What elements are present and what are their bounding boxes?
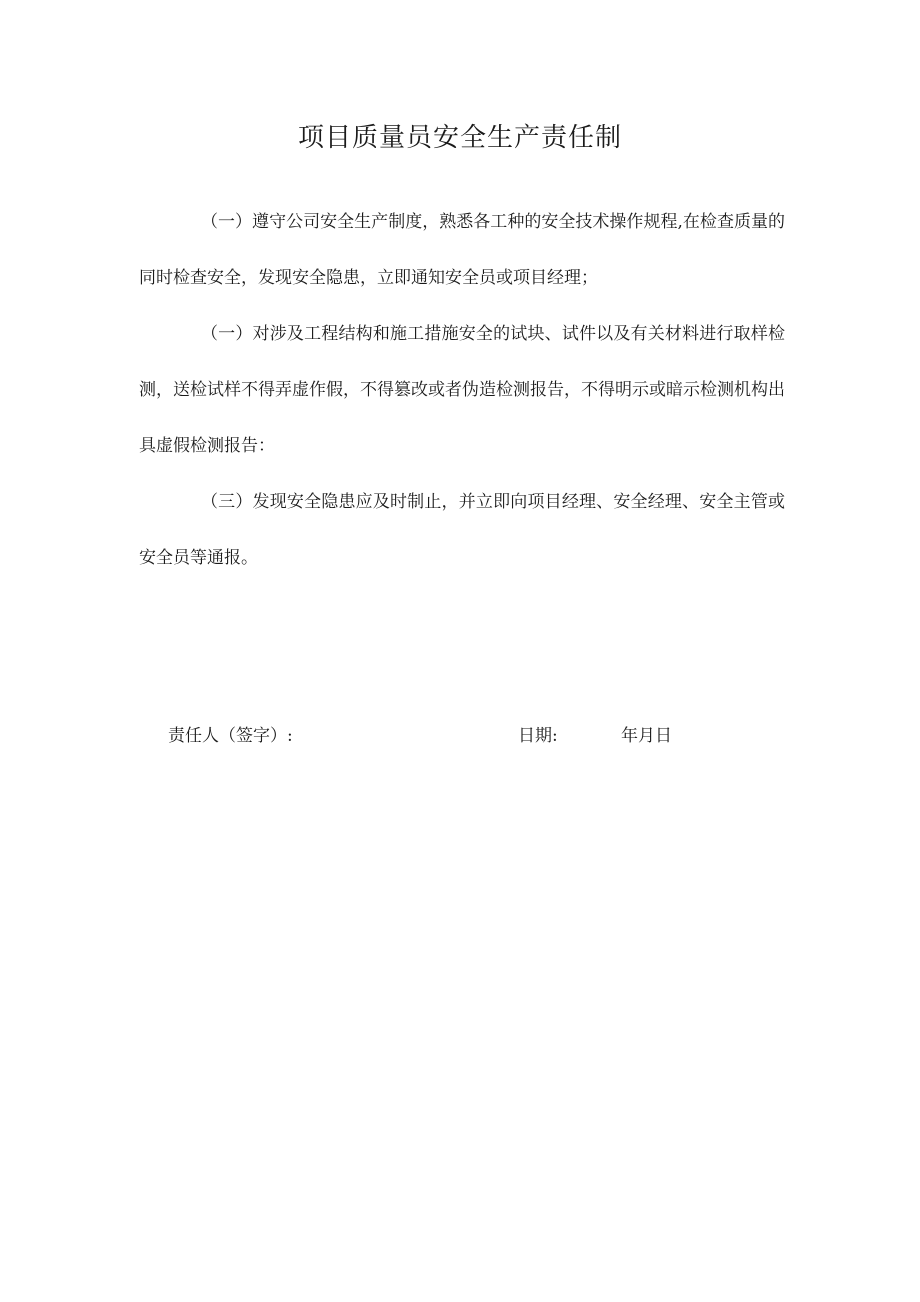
document-title: 项目质量员安全生产责任制 <box>297 123 622 153</box>
signature-row <box>0 712 920 760</box>
paragraph-3: （三）发现安全隐患应及时制止，并立即向项目经理、安全经理、安全主管或安全员等通报。 <box>139 492 785 568</box>
paragraph-1: （一）遵守公司安全生产制度，熟悉各工种的安全技术操作规程,在检查质量的同时检查安全，发现安全隐患，立即通知安全员或项目经理； <box>139 212 785 288</box>
document-body <box>139 194 785 586</box>
date-value: 年月日 <box>621 726 672 746</box>
paragraph-2: （一）对涉及工程结构和施工措施安全的试块、试件以及有关材料进行取样检测，送检试样不得弄虚作假，不得篡改或者伪造检测报告，不得明示或暗示检测机构出具虚假检测报告： <box>139 324 785 456</box>
signature-label: 责任人（签字）: <box>168 726 293 746</box>
date-label: 日期: <box>518 726 558 746</box>
